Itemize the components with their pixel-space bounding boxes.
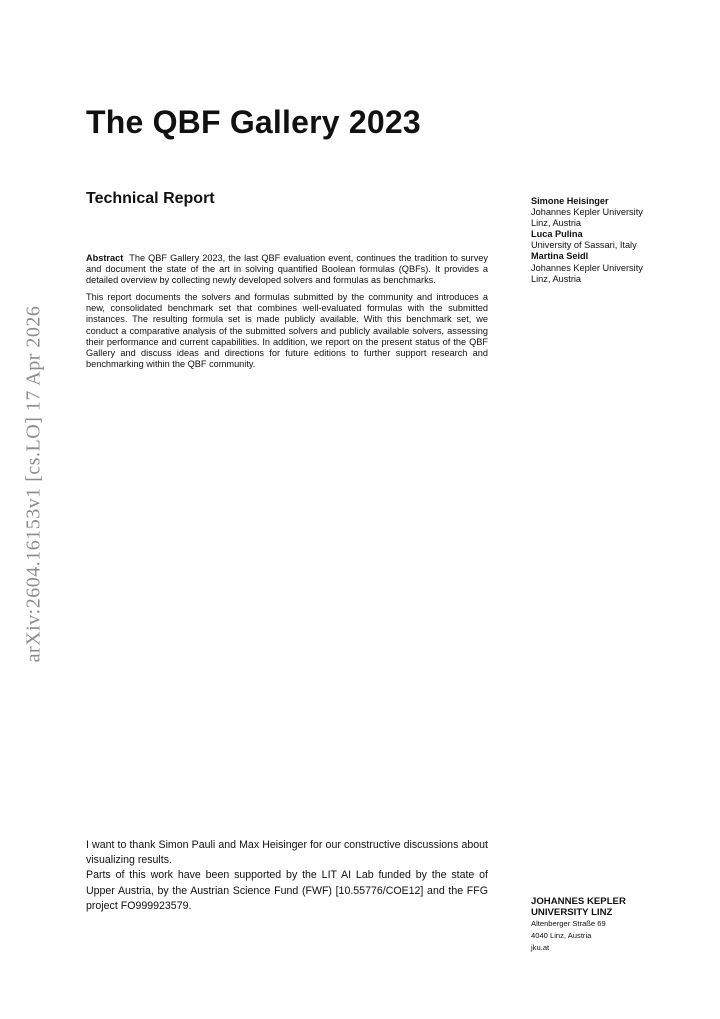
author-affiliation: University of Sassari, Italy — [531, 240, 637, 251]
author-name: Simone Heisinger — [531, 196, 609, 206]
abstract-paragraph-2: This report documents the solvers and formulas submitted by the community and introduces a new, consolidated benchmark set that combines well-evaluated formulas with the submitted instances. The resulting formula set is made publicly available. With this benchmark set, we conduct a comparative analysis of the submitted solvers and publicly available solvers, assessing their performance and current capabilities. In addition, we report on the present status of the QBF Gallery and discuss ideas and directions for future editions to further support research and benchmarking within the QBF community. — [86, 292, 488, 369]
author-affiliation-location: Linz, Austria — [531, 273, 582, 284]
acknowledgment-section — [86, 838, 488, 914]
arxiv-identifier-stamp: arXiv:2604.16153v1 [cs.LO] 17 Apr 2026 — [22, 305, 45, 663]
institution-city: 4040 Linz, Austria — [531, 931, 592, 941]
author-affiliation: Johannes Kepler University — [531, 207, 643, 218]
abstract-text-1: The QBF Gallery 2023, the last QBF evaluation event, continues the tradition to survey and document the state of the art in solving quantified Boolean formulas (QBFs). It provides a detailed overview by collecting newly developed solvers and formulas as benchmarks. — [86, 253, 488, 286]
author-name: Luca Pulina — [531, 229, 583, 240]
institution-name-line-1: JOHANNES KEPLER — [531, 896, 626, 907]
institution-website: jku.at — [531, 943, 550, 953]
author-list — [531, 196, 691, 285]
author-affiliation: Johannes Kepler University — [531, 262, 643, 273]
institution-street: Altenberger Straße 69 — [531, 919, 606, 929]
acknowledgment-paragraph-1: I want to thank Simon Pauli and Max Heisinger for our constructive discussions about visualizing results. — [86, 839, 488, 867]
paper-subtitle: Technical Report — [86, 190, 215, 207]
abstract-label: Abstract — [86, 253, 124, 263]
abstract-section — [86, 253, 488, 376]
acknowledgment-paragraph-2: Parts of this work have been supported by the LIT AI Lab funded by the state of Upper Austria, by the Austrian Science Fund (FWF) [10.55776/COE12] and the FFG project FO999923579. — [86, 869, 488, 912]
author-name: Martina Seidl — [531, 251, 589, 262]
abstract-paragraph-1 — [86, 253, 488, 286]
author-affiliation-location: Linz, Austria — [531, 218, 582, 229]
institution-name-line-2: UNIVERSITY LINZ — [531, 907, 613, 919]
institution-address-block — [531, 896, 691, 954]
paper-title: The QBF Gallery 2023 — [86, 104, 421, 140]
